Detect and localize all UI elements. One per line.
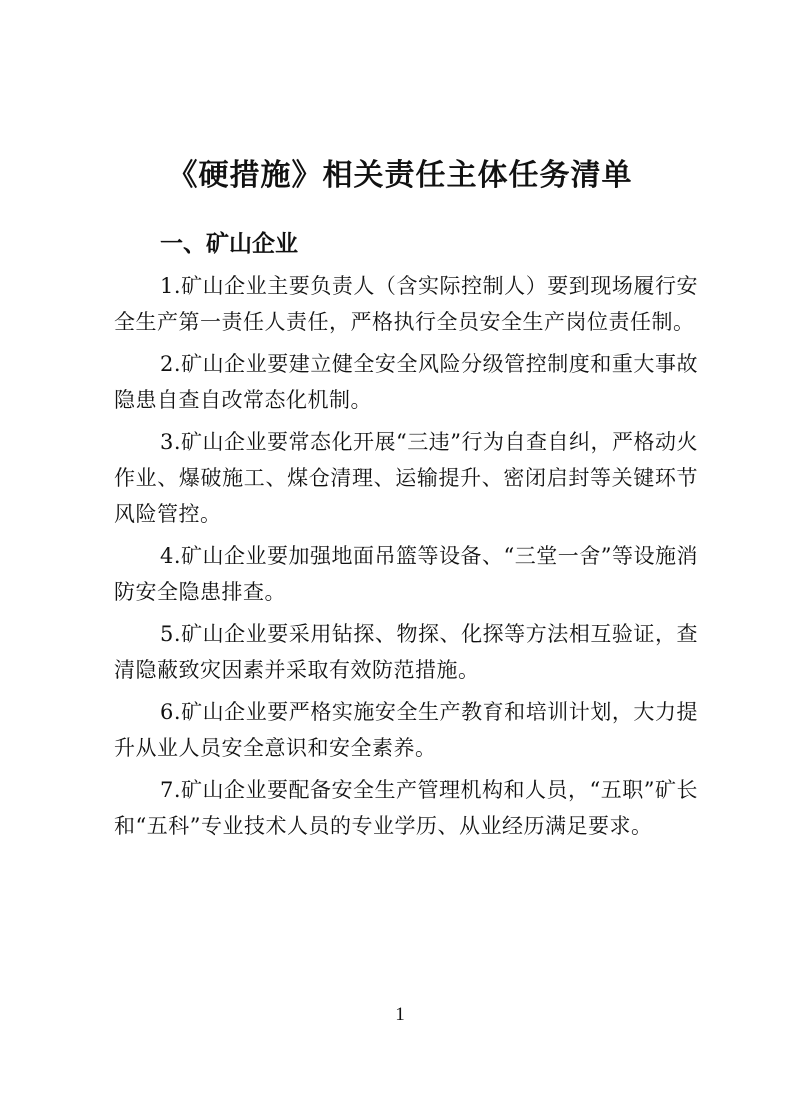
list-item: 3.矿山企业要常态化开展“三违”行为自查自纠，严格动火作业、爆破施工、煤仓清理、运输提升、密闭启封等关键环节风险管控。 [114,430,699,526]
list-item: 1.矿山企业主要负责人（含实际控制人）要到现场履行安全生产第一责任人责任，严格执行全员安全生产岗位责任制。 [114,274,698,334]
page-number: 1 [395,1004,405,1025]
list-item: 5.矿山企业要采用钻探、物探、化探等方法相互验证，查清隐蔽致灾因素并采取有效防范措施。 [114,622,698,682]
list-item: 7.矿山企业要配备安全生产管理机构和人员，“五职”矿长和“五科”专业技术人员的专业学历、从业经历满足要求。 [114,778,699,838]
list-item: 6.矿山企业要严格实施安全生产教育和培训计划，大力提升从业人员安全意识和安全素养。 [114,700,698,760]
section-heading: 一、矿山企业 [160,231,298,257]
list-item: 2.矿山企业要建立健全安全风险分级管控制度和重大事故隐患自查自改常态化机制。 [114,352,698,412]
document-body [114,226,698,844]
list-item: 4.矿山企业要加强地面吊篮等设备、“三堂一舍”等设施消防安全隐患排查。 [114,544,699,604]
document-title: 《硬措施》相关责任主体任务清单 [167,158,633,193]
